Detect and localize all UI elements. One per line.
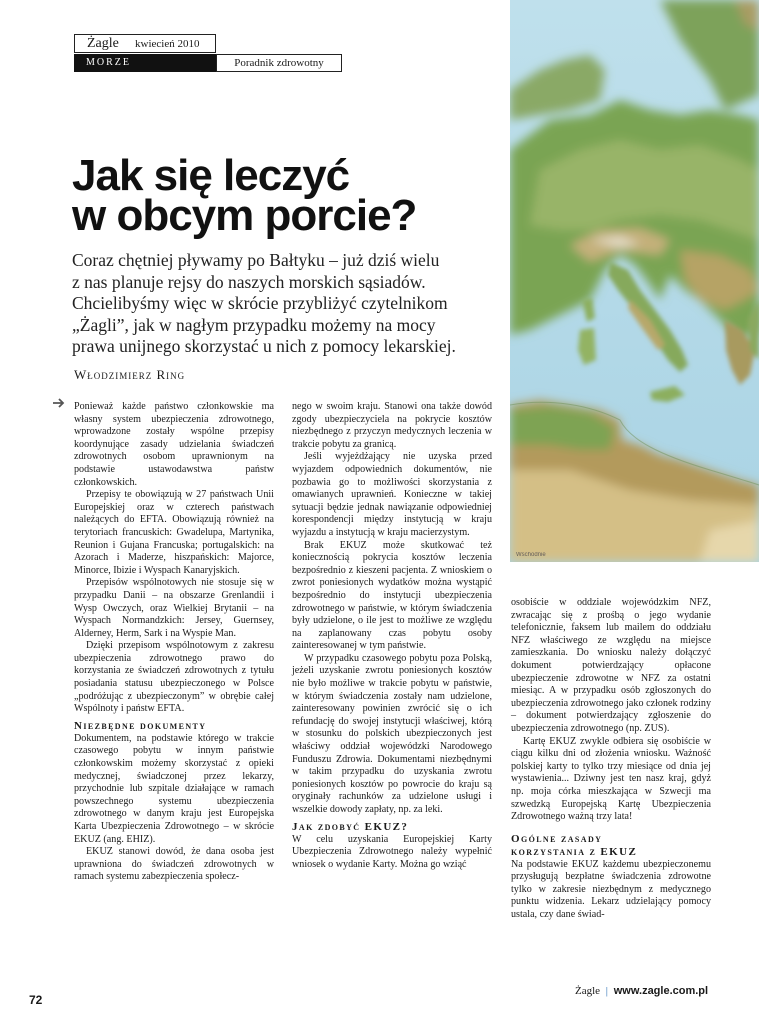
issue-date: kwiecień 2010 xyxy=(135,38,200,50)
title-line: Jak się leczyć xyxy=(72,151,350,200)
paragraph: Dzięki przepisom wspólnotowym z zakresu ubezpieczenia zdrowotnego prawo do korzystania ze świadczeń zdrowotnych z tytułu posiadania statusu ubezpieczonego w Polsce „podróżując z ubezpieczonym” w obrębie całej Wspólnoty i państw EFTA. xyxy=(74,640,274,715)
paragraph: Na podstawie EKUZ każdemu ubezpieczonemu przysługują bezpłatne świadczenia zdrowotne tylko w zakresie niezbędnym z medycznego punktu widzenia. Lekarz udzielający pomocy ustala, czy dane świad- xyxy=(511,858,711,921)
footer-separator: | xyxy=(605,985,608,997)
paragraph: osobiście w oddziale wojewódzkim NFZ, zwracając się z prośbą o jego wydanie telefonicznie, faksem lub mailem do oddziału NFZ właściwego ze względu na miejsce zamieszkania. Do wniosku należy dołączyć dokument potwierdzający opłacone ubezpieczenie zdrowotne w NFZ za ostatni miesiąc. A w przypadku osób zgłoszonych do ubezpieczenia zdrowotnego jako członek rodziny – dokument potwierdzający zgłoszenie do ubezpieczenia zdrowotnego (np. ZUS). xyxy=(511,597,711,734)
page-footer xyxy=(575,985,708,997)
article-column-1 xyxy=(74,401,274,884)
section-heading: Jak zdobyć EKUZ? xyxy=(292,820,409,833)
footer-magazine: Żagle xyxy=(575,985,601,997)
europe-map-image xyxy=(510,0,759,562)
article-title xyxy=(72,151,512,240)
section-label: MORZE xyxy=(74,54,216,72)
paragraph: nego w swoim kraju. Stanowi ona także dowód zgody ubezpieczyciela na pokrycie kosztów niezbędnego z przyczyn medycznych leczenia w trakcie pobytu za granicą. xyxy=(292,401,492,450)
section-heading: korzystania z EKUZ xyxy=(511,845,638,858)
section-heading: Niezbędne dokumenty xyxy=(74,719,207,732)
page-number: 72 xyxy=(29,993,43,1007)
magazine-name: Żagle xyxy=(87,36,119,51)
footer-url: www.zagle.com.pl xyxy=(613,985,709,997)
lead-line: Chcielibyśmy więc w skrócie przybliżyć czytelnikom xyxy=(72,293,448,313)
article-column-3 xyxy=(511,597,711,922)
arrow-right-icon xyxy=(52,396,66,414)
section-heading: Ogólne zasady xyxy=(511,832,603,845)
map-label: Wschodnie xyxy=(516,552,546,558)
paragraph: W przypadku czasowego pobytu poza Polską, jeżeli uzyskanie zwrotu poniesionych kosztów nie było możliwe w trakcie pobytu w państwie, w którym świadczenia zostały nam udzielone, zainteresowany powinien zwrócić się o ich refundację do swojej instytucji właściwej, którą w stosunku do polskich ubezpieczonych jest właściwy oddział wojewódzki Narodowego Funduszu Zdrowia. Dokumentami niezbędnymi w takim przypadku do uzyskania zwrotu poniesionych kosztów po powrocie do kraju są oryginały rachunków za udzielone usługi i wszelkie dowody zapłaty, np. za leki. xyxy=(292,652,492,815)
lead-line: „Żagli”, jak w nagłym przypadku możemy na mocy xyxy=(72,314,436,335)
paragraph: W celu uzyskania Europejskiej Karty Ubezpieczenia Zdrowotnego należy wypełnić wniosek o wydanie Karty. Można go wziąć xyxy=(292,833,492,870)
title-line: w obcym porcie? xyxy=(72,191,417,240)
paragraph: Przepisów wspólnotowych nie stosuje się w przypadku Danii – na obszarze Grenlandii i Wysp Owczych, oraz Wielkiej Brytanii – na Wyspach Normandzkich: Jersey, Guernsey, Alderney, Herm, Sark i na Wyspie Man. xyxy=(74,577,274,639)
lead-line: prawa unijnego skorzystać u nich z pomocy lekarskiej. xyxy=(72,336,456,356)
article-author: Włodzimierz Ring xyxy=(74,367,186,382)
article-lead xyxy=(72,250,512,358)
paragraph: Ponieważ każde państwo członkowskie ma własny system ubezpieczenia zdrowotnego, wprowadzone zostały wspólne przepisy koordynujące zasady udzielania świadczeń zdrowotnych osobom uprawnionym na podstawie ustawodawstwa państw członkowskich. xyxy=(74,401,274,488)
paragraph: Brak EKUZ może skutkować też koniecznością pokrycia kosztów leczenia bezpośrednio z kieszeni pacjenta. Z wnioskiem o zwrot poniesionych wydatków można wystąpić bezpośrednio do instytucji ubezpieczenia zdrowotnego w państwie, w którym świadczenia były udzielone, o ile jest to możliwe ze względu na zaplanowany czas pobytu osoby zainteresowanej w tym państwie. xyxy=(292,539,492,652)
paragraph: Przepisy te obowiązują w 27 państwach Unii Europejskiej oraz w czterech państwach należących do EFTA. Obowiązują również na terytoriach francuskich: Gwadelupa, Martynika, Reunion i Gujana Francuska; portugalskich: na Azorach i Maderze, hiszpańskich: Majorce, Minorce, Ibizie i Wyspach Kanaryjskich. xyxy=(74,489,274,576)
magazine-header xyxy=(74,34,216,53)
paragraph: Dokumentem, na podstawie którego w trakcie czasowego pobytu w innym państwie członkowskim możemy skorzystać z opieki medycznej, świadczonej przez lekarzy, przychodnie lub szpitale działające w ramach powszechnego systemu ubezpieczenia zdrowotnego w danym kraju jest Europejska Karta Ubezpieczenia Zdrowotnego – w skrócie EKUZ (ang. EHIZ). xyxy=(74,732,274,845)
lead-line: z nas planuje rejsy do naszych morskich sąsiadów. xyxy=(72,271,426,292)
rubric-label: Poradnik zdrowotny xyxy=(216,54,342,72)
paragraph: EKUZ stanowi dowód, że dana osoba jest uprawniona do świadczeń zdrowotnych w ramach systemu zabezpieczenia społecz- xyxy=(74,846,274,883)
paragraph: Kartę EKUZ zwykle odbiera się osobiście w ciągu kilku dni od złożenia wniosku. Ważność polskiej karty to tylko trzy miesiące od dnia jej wystawienia... Dziwny jest ten nasz kraj, gdyż np. moja córka mieszkająca w Szwecji ma szwedzką Europejską Kartę Ubezpieczenia Zdrowotnego ważną trzy lata! xyxy=(511,735,711,823)
article-column-2 xyxy=(292,401,492,871)
lead-line: Coraz chętniej pływamy po Bałtyku – już dziś wielu xyxy=(72,250,440,270)
paragraph: Jeśli wyjeżdżający nie uzyska przed wyjazdem odpowiednich dokumentów, nie pozbawia go to możliwości skorzystania z omawianych uprawnień. Konieczne w takiej sytuacji będzie jednak nawiązanie odpowiedniej korespondencji między instytucją w kraju wyjazdu a instytucją w kraju macierzystym. xyxy=(292,451,492,538)
